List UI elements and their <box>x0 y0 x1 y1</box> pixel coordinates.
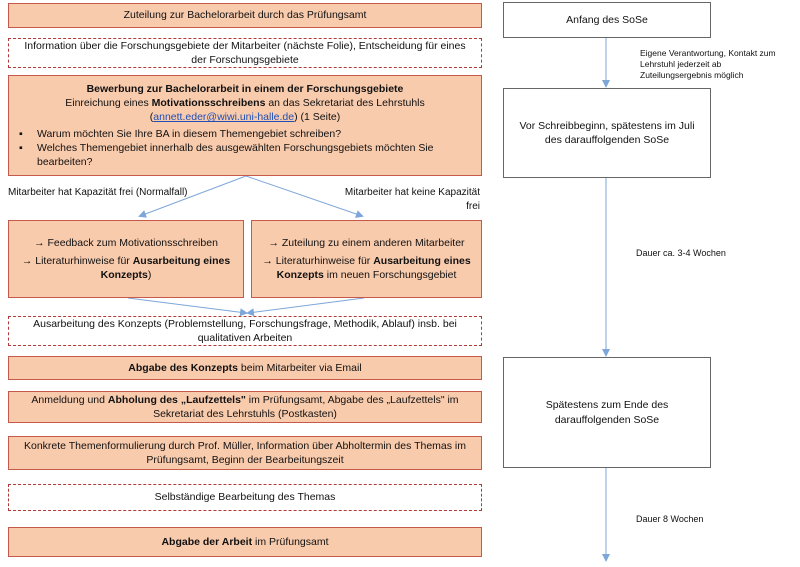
timeline-start-sose <box>503 2 711 38</box>
timeline-note-duration-2: Dauer 8 Wochen <box>636 514 704 524</box>
registration-post: im Prüfungsamt, Abgabe des „Laufzettels" im Sekretariat des Lehrstuhls (Postkasten) <box>153 393 459 420</box>
branch-capacity-free-line1: → Feedback zum Motivationsschreiben <box>34 236 218 249</box>
registration-pre: Anmeldung und <box>31 393 108 406</box>
branch-no-capacity-line1: → Zuteilung zu einem anderen Mitarbeiter <box>268 236 465 249</box>
step-application-email-line <box>15 110 475 124</box>
branch-right-label: Mitarbeiter hat keine Kapazität frei <box>344 187 480 212</box>
branch-free-l2-post: ) <box>147 269 152 282</box>
step-registration <box>8 391 482 423</box>
branch-free-l2-pre: → Literaturhinweise für <box>21 254 133 267</box>
arrow-merge-left <box>128 298 246 313</box>
final-submission-post: im Prüfungsamt <box>252 535 329 548</box>
step-application <box>8 75 482 176</box>
application-question-1: ▪ Warum möchten Sie Ihre BA in diesem Themengebiet schreiben? <box>37 127 475 141</box>
application-questions <box>15 127 475 170</box>
step-research-info <box>8 38 482 68</box>
step-application-line <box>15 96 475 110</box>
arrow-merge-right <box>248 298 364 313</box>
branch-capacity-free <box>8 220 244 298</box>
step-concept-submission <box>8 356 482 380</box>
step-independent-work <box>8 484 482 511</box>
branch-capacity-free-line2 <box>17 254 235 282</box>
step-concept-draft <box>8 316 482 346</box>
email-paren-open: ( <box>149 111 154 124</box>
step-final-submission <box>8 527 482 557</box>
email-link[interactable]: annett.eder@wiwi.uni-halle.de <box>153 111 295 124</box>
step-final-submission-text <box>9 535 481 549</box>
application-question-2: ▪ Welches Themengebiet innerhalb des ausgewählten Forschungsgebiets möchten Sie bearbeiten? <box>37 141 475 169</box>
step-independent-work-text: Selbständige Bearbeitung des Themas <box>154 491 336 504</box>
step-concept-draft-text: Ausarbeitung des Konzepts (Problemstellung, Forschungsfrage, Methodik, Ablauf) insb. bei qualitativen Arbeiten <box>33 317 457 344</box>
step-assignment-text: Zuteilung zur Bachelorarbeit durch das Prüfungsamt <box>123 9 367 22</box>
step-application-title: Bewerbung zur Bachelorarbeit in einem der Forschungsgebiete <box>86 82 404 95</box>
registration-bold: Abholung des „Laufzettels" <box>107 393 246 406</box>
step-concept-submission-text <box>9 361 481 375</box>
branch-nocap-l2-post: im neuen Forschungsgebiet <box>323 269 457 282</box>
timeline-before-writing-text: Vor Schreibbeginn, spätestens im Juli des darauffolgenden SoSe <box>519 119 695 146</box>
branch-free-l2-bold: Ausarbeitung eines Konzepts <box>100 254 231 282</box>
final-submission-bold: Abgabe der Arbeit <box>161 535 253 548</box>
application-line-post: an das Sekretariat des Lehrstuhls <box>265 97 425 110</box>
branch-left-label: Mitarbeiter hat Kapazität frei (Normalfall) <box>8 187 188 198</box>
timeline-before-writing <box>503 88 711 178</box>
concept-submission-bold: Abgabe des Konzepts <box>128 361 238 374</box>
step-registration-text <box>17 393 473 421</box>
branch-no-capacity <box>251 220 482 298</box>
timeline-end-sose-text: Spätestens zum Ende des darauffolgenden SoSe <box>545 399 669 426</box>
application-line-pre: Einreichung eines <box>65 97 152 110</box>
concept-submission-post: beim Mitarbeiter via Email <box>237 361 362 374</box>
step-research-info-text: Information über die Forschungsgebiete der Mitarbeiter (nächste Folie), Entscheidung für eines der Forschungsgebiete <box>24 39 466 66</box>
step-topic-formulation <box>8 436 482 470</box>
timeline-start-sose-text: Anfang des SoSe <box>566 13 648 26</box>
step-topic-formulation-text: Konkrete Themenformulierung durch Prof. Müller, Information über Abholtermin des Themas im Prüfungsamt, Beginn der Bearbeitungszeit <box>24 439 466 466</box>
email-paren-close: ) (1 Seite) <box>294 111 341 124</box>
branch-nocap-l2-bold: Ausarbeitung eines Konzepts <box>276 254 471 282</box>
timeline-note-responsibility: Eigene Verantwortung, Kontakt zum Lehrstuhl jederzeit ab Zuteilungsergebnis möglich <box>640 48 776 81</box>
timeline-end-sose <box>503 357 711 468</box>
timeline-note-duration-1: Dauer ca. 3-4 Wochen <box>636 248 726 258</box>
branch-nocap-l2-pre: → Literaturhinweise für <box>262 254 374 267</box>
branch-no-capacity-line2 <box>260 254 473 282</box>
application-line-bold: Motivationsschreibens <box>151 97 266 110</box>
step-assignment <box>8 3 482 28</box>
